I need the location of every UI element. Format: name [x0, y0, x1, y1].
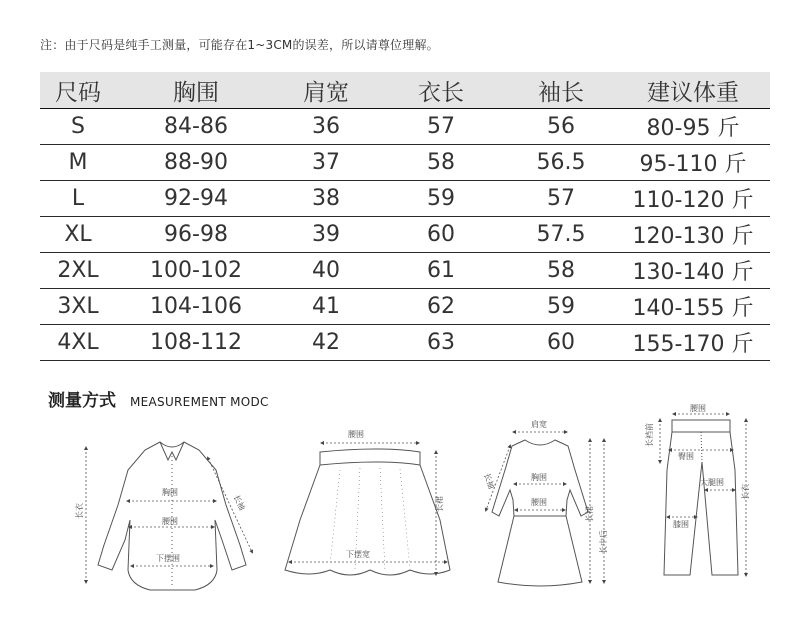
- dress-chest-label: 胸围: [531, 473, 547, 482]
- cell-sleeve: 58: [547, 258, 575, 283]
- shirt-chest-label: 胸围: [162, 488, 178, 497]
- cell-shoulder: 41: [312, 294, 340, 319]
- dress-back-length-label: 长中后: [599, 530, 608, 554]
- measurement-illustrations: [0, 395, 790, 628]
- cell-weight: 140-155 斤: [632, 296, 754, 321]
- cell-sleeve: 56: [547, 114, 575, 139]
- header-chest: 胸围: [173, 79, 219, 106]
- cell-size: XL: [64, 222, 92, 247]
- table-row: [40, 325, 770, 361]
- skirt-length-label: 长裙: [435, 496, 444, 512]
- cell-size: 3XL: [57, 294, 99, 319]
- cell-length: 63: [427, 330, 455, 355]
- cell-shoulder: 40: [312, 258, 340, 283]
- cell-chest: 84-86: [164, 114, 228, 139]
- table-row: [40, 289, 770, 325]
- table-row: [40, 253, 770, 289]
- cell-shoulder: 42: [312, 330, 340, 355]
- cell-length: 62: [427, 294, 455, 319]
- dress-sleeve-label: 长袖: [482, 471, 496, 491]
- shirt-waist-label: 腰围: [162, 517, 178, 526]
- dress-shoulder-label: 肩宽: [531, 420, 547, 429]
- table-row: [40, 109, 770, 145]
- pants-waist-label: 腰围: [690, 404, 706, 413]
- cell-size: M: [68, 150, 88, 175]
- cell-chest: 100-102: [150, 258, 242, 283]
- pants-diagram: [664, 420, 738, 575]
- table-row: [40, 217, 770, 253]
- pants-knee-label: 膝围: [673, 520, 689, 529]
- cell-weight: 130-140 斤: [632, 260, 754, 285]
- cell-chest: 108-112: [150, 330, 242, 355]
- pants-thigh-label: 大腿围: [700, 478, 724, 487]
- cell-shoulder: 38: [312, 186, 340, 211]
- shirt-hem-label: 下摆围: [156, 554, 180, 563]
- pants-hip-label: 臀围: [678, 452, 694, 461]
- cell-shoulder: 36: [312, 114, 340, 139]
- cell-chest: 104-106: [150, 294, 242, 319]
- cell-chest: 88-90: [164, 150, 228, 175]
- header-shoulder: 肩宽: [303, 79, 349, 106]
- shirt-length-label: 长衣: [75, 503, 84, 519]
- cell-length: 57: [427, 114, 455, 139]
- cell-length: 59: [427, 186, 455, 211]
- cell-size: L: [71, 186, 85, 211]
- header-weight: 建议体重: [647, 79, 739, 106]
- cell-sleeve: 60: [547, 330, 575, 355]
- cell-weight: 95-110 斤: [639, 152, 747, 177]
- measurement-title-zh: 测量方式: [48, 391, 116, 411]
- size-note: 注：由于尺码是纯手工测量，可能存在1~3CM的误差，所以请尊位理解。: [40, 38, 439, 52]
- dress-diagram: [492, 440, 588, 586]
- shirt-diagram: [98, 442, 246, 590]
- header-length: 衣长: [418, 79, 464, 106]
- cell-sleeve: 57: [547, 186, 575, 211]
- garment-diagrams: [0, 395, 790, 628]
- cell-weight: 120-130 斤: [632, 224, 754, 249]
- cell-sleeve: 56.5: [536, 150, 586, 175]
- dress-waist-label: 腰围: [531, 498, 547, 507]
- cell-weight: 155-170 斤: [632, 332, 754, 357]
- cell-size: 2XL: [57, 258, 99, 283]
- cell-size: 4XL: [57, 330, 99, 355]
- size-table: [40, 72, 770, 361]
- measurement-title-en: MEASUREMENT MODC: [130, 395, 269, 409]
- cell-weight: 80-95 斤: [646, 116, 740, 141]
- pants-length-label: 长衣: [741, 484, 750, 500]
- cell-sleeve: 57.5: [536, 222, 586, 247]
- skirt-hem-label: 下摆宽: [346, 550, 370, 559]
- cell-sleeve: 59: [547, 294, 575, 319]
- shirt-sleeve-label: 长袖: [231, 493, 247, 512]
- cell-chest: 96-98: [164, 222, 228, 247]
- dress-length-label: 长裙: [585, 506, 594, 522]
- cell-shoulder: 39: [312, 222, 340, 247]
- table-row: [40, 181, 770, 217]
- cell-chest: 92-94: [164, 186, 228, 211]
- skirt-waist-label: 腰围: [348, 430, 364, 439]
- cell-weight: 110-120 斤: [632, 188, 754, 213]
- pants-front-rise-label: 长裆前: [645, 423, 654, 447]
- header-sleeve: 袖长: [538, 79, 584, 106]
- cell-shoulder: 37: [312, 150, 340, 175]
- table-row: [40, 145, 770, 181]
- cell-length: 61: [427, 258, 455, 283]
- cell-size: S: [71, 114, 85, 139]
- size-table-header: [40, 72, 770, 109]
- pants-measure-lines: [660, 414, 746, 575]
- cell-length: 60: [427, 222, 455, 247]
- cell-length: 58: [427, 150, 455, 175]
- header-size: 尺码: [55, 79, 101, 106]
